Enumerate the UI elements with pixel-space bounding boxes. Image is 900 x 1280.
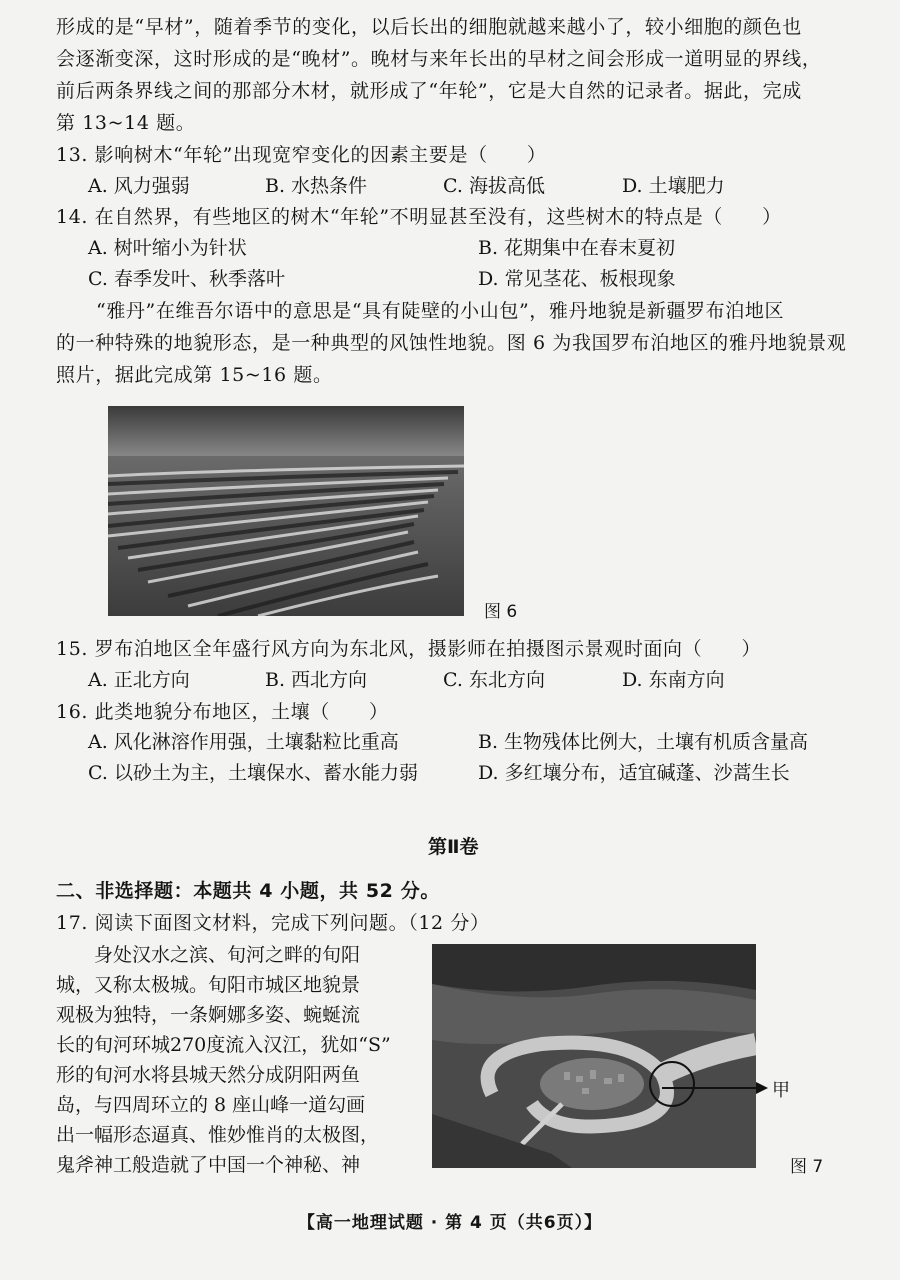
q15-option-d: D. 东南方向: [622, 669, 725, 691]
yardang-line-2: 的一种特殊的地貌形态，是一种典型的风蚀性地貌。图 6 为我国罗布泊地区的雅丹地貌景观: [56, 332, 847, 354]
q14-option-d: D. 常见茎花、板根现象: [478, 268, 676, 290]
fig6-caption: 图 6: [484, 602, 518, 622]
q17-line: 城，又称太极城。旬阳市城区地貌景: [56, 974, 361, 996]
q16-stem: 16. 此类地貌分布地区，土壤（ ）: [56, 701, 389, 723]
fig7-label-jia: 甲: [772, 1080, 790, 1101]
intro-line-3: 前后两条界线之间的那部分木材，就形成了“年轮”，它是大自然的记录者。据此，完成: [56, 80, 802, 102]
q17-line: 出一幅形态逼真、惟妙惟肖的太极图，: [56, 1124, 380, 1146]
yardang-line-3: 照片，据此完成第 15~16 题。: [56, 364, 333, 386]
q14-option-c: C. 春季发叶、秋季落叶: [88, 268, 285, 290]
yardang-line-1: “雅丹”在维吾尔语中的意思是“具有陡壁的小山包”，雅丹地貌是新疆罗布泊地区: [96, 300, 785, 322]
q14-option-b: B. 花期集中在春末夏初: [478, 237, 676, 259]
q16-option-a: A. 风化淋溶作用强，土壤黏粒比重高: [88, 731, 399, 753]
q17-passage: [56, 940, 416, 1180]
q16-option-c: C. 以砂土为主，土壤保水、蓄水能力弱: [88, 762, 418, 784]
q17-line: 身处汉水之滨、旬河之畔的旬阳: [56, 944, 361, 966]
q16-option-b: B. 生物残体比例大，土壤有机质含量高: [478, 731, 809, 753]
yardang-landscape-image: [108, 406, 464, 616]
q13-option-a: A. 风力强弱: [88, 175, 190, 197]
taiji-city-image: [432, 944, 756, 1168]
intro-line-2: 会逐渐变深，这时形成的是“晚材”。晚材与来年长出的早材之间会形成一道明显的界线，: [56, 48, 822, 70]
q17-stem: 17. 阅读下面图文材料，完成下列问题。（12 分）: [56, 912, 490, 934]
section-2-title: 第Ⅱ卷: [428, 836, 479, 858]
q17-line: 鬼斧神工般造就了中国一个神秘、神: [56, 1154, 361, 1176]
q17-line: 形的旬河水将县城天然分成阴阳两鱼: [56, 1064, 361, 1086]
q13-option-c: C. 海拔高低: [443, 175, 545, 197]
q14-option-a: A. 树叶缩小为针状: [88, 237, 247, 259]
q15-option-a: A. 正北方向: [88, 669, 190, 691]
q16-option-d: D. 多红壤分布，适宜碱蓬、沙蒿生长: [478, 762, 790, 784]
q13-stem: 13. 影响树木“年轮”出现宽窄变化的因素主要是（ ）: [56, 144, 547, 166]
fig7-caption: 图 7: [790, 1157, 824, 1177]
pointer-arrow-icon: [660, 1076, 770, 1100]
q13-option-d: D. 土壤肥力: [622, 175, 725, 197]
q14-stem: 14. 在自然界，有些地区的树木“年轮”不明显甚至没有，这些树木的特点是（ ）: [56, 206, 782, 228]
xunyang-photo: [432, 944, 756, 1168]
intro-line-4: 第 13~14 题。: [56, 112, 196, 134]
intro-line-1: 形成的是“早材”，随着季节的变化，以后长出的细胞就越来越小了，较小细胞的颜色也: [56, 16, 802, 38]
q17-line: 长的旬河环城270度流入汉江，犹如“S”: [56, 1034, 391, 1056]
yardang-photo: [108, 406, 464, 616]
q15-option-c: C. 东北方向: [443, 669, 545, 691]
page-footer: 【高一地理试题 · 第 4 页（共6页）】: [297, 1213, 603, 1233]
part2-heading: 二、非选择题：本题共 4 小题，共 52 分。: [56, 880, 440, 902]
q13-option-b: B. 水热条件: [265, 175, 368, 197]
q15-option-b: B. 西北方向: [265, 669, 368, 691]
q15-stem: 15. 罗布泊地区全年盛行风方向为东北风，摄影师在拍摄图示景观时面向（ ）: [56, 638, 762, 660]
q17-line: 岛，与四周环立的 8 座山峰一道勾画: [56, 1094, 366, 1116]
q17-line: 观极为独特，一条婀娜多姿、蜿蜒流: [56, 1004, 361, 1026]
